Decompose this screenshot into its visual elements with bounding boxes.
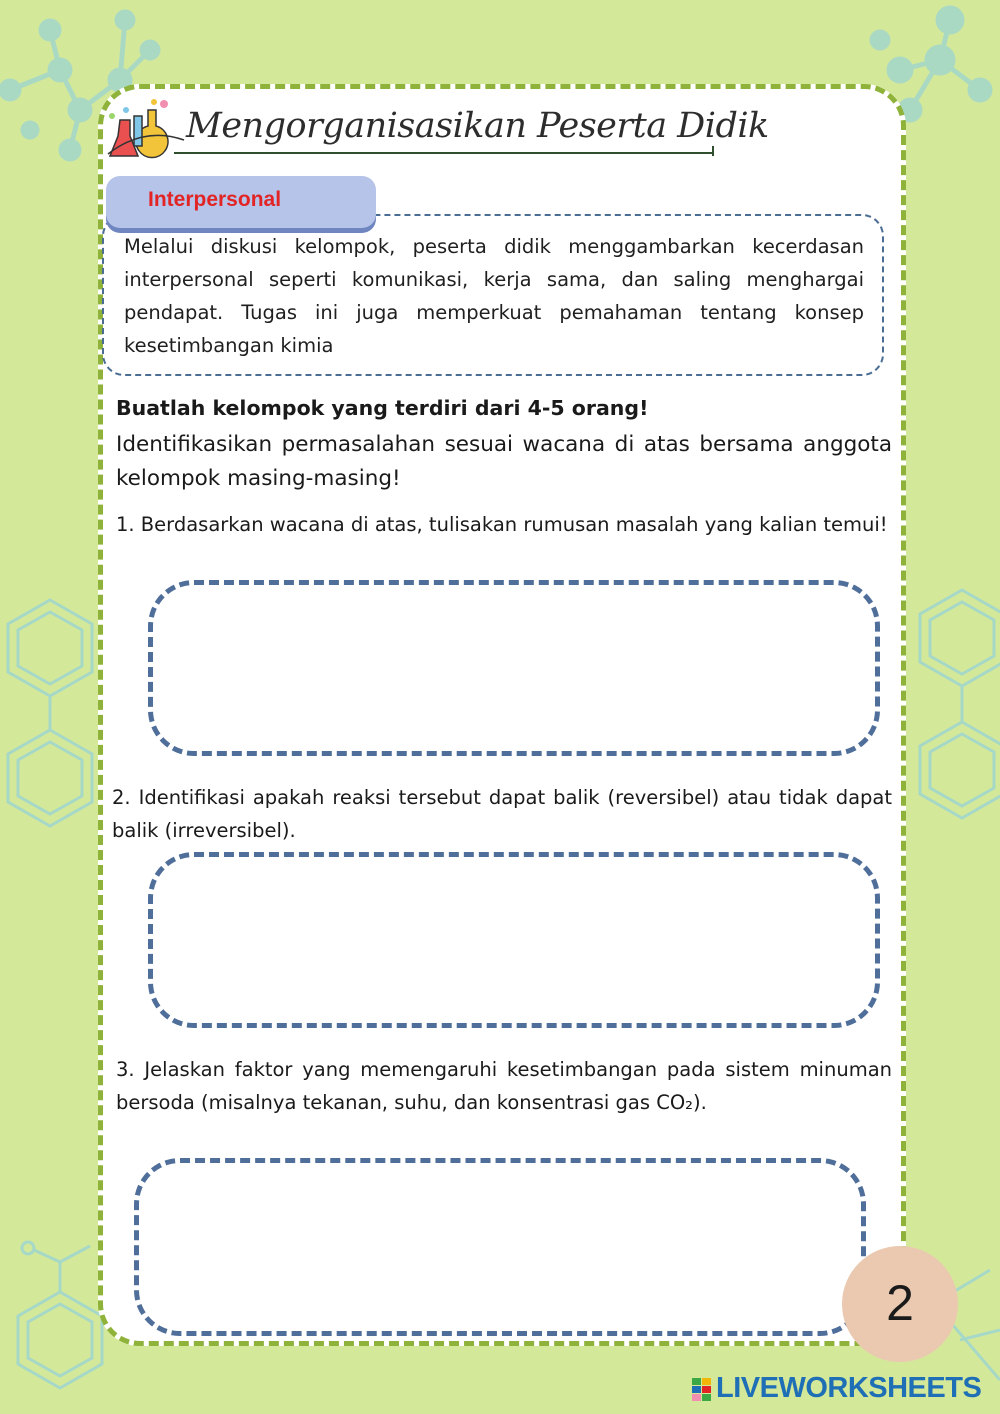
interpersonal-text: Melalui diskusi kelompok, peserta didik menggambarkan kecerdasan interpersonal seperti komunikasi, kerja sama, dan saling menghargai pendapat. Tugas ini juga memperkuat pemahaman tentang konsep kesetimbangan kimia (124, 235, 864, 357)
liveworksheets-logo-icon (692, 1378, 712, 1402)
chemistry-flask-icon (104, 96, 190, 166)
brand-name: LIVEWORKSHEETS (716, 1372, 982, 1404)
group-instruction-intro: Identifikasikan permasalahan sesuai wacana di atas bersama anggota kelompok masing-masing! (116, 432, 892, 491)
interpersonal-tag (106, 176, 376, 228)
page-title: Mengorganisasikan Peserta Didik (186, 106, 769, 146)
answer-box-3[interactable] (134, 1158, 866, 1336)
title-area (104, 96, 769, 166)
group-instruction-heading: Buatlah kelompok yang terdiri dari 4-5 orang! (116, 396, 649, 420)
page-number: 2 (886, 1275, 914, 1331)
interpersonal-tag-label: Interpersonal (148, 188, 282, 211)
title-underline (174, 152, 714, 154)
answer-box-1[interactable] (148, 580, 880, 756)
page-number-badge (842, 1246, 958, 1362)
question-1: 1. Berdasarkan wacana di atas, tulisakan rumusan masalah yang kalian temui! (116, 513, 888, 536)
question-3: 3. Jelaskan faktor yang memengaruhi kesetimbangan pada sistem minuman bersoda (misalnya tekanan, suhu, dan konsentrasi gas CO₂). (116, 1058, 892, 1114)
liveworksheets-brand[interactable] (692, 1372, 992, 1408)
answer-box-2[interactable] (148, 852, 880, 1028)
question-2: 2. Identifikasi apakah reaksi tersebut dapat balik (reversibel) atau tidak dapat balik (irreversibel). (112, 786, 892, 842)
title-underline-end (712, 146, 714, 156)
